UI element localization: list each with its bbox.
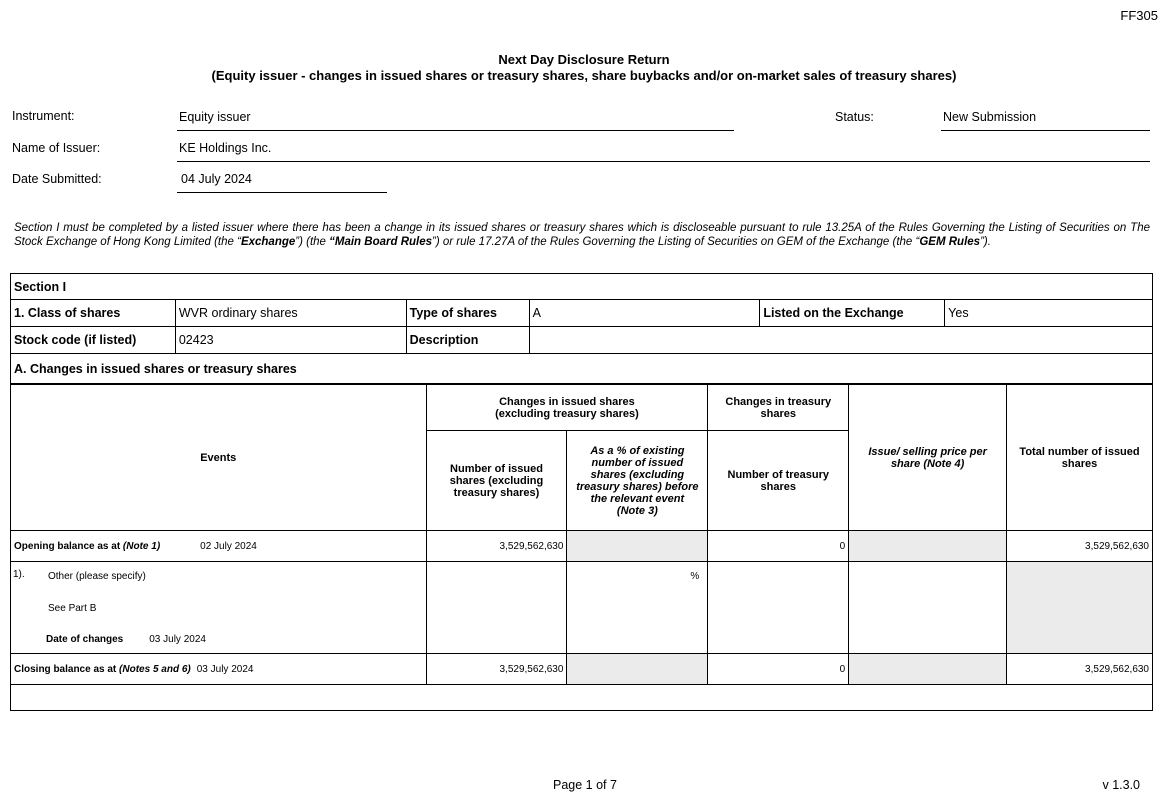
closing-treasury: 0 [708,654,849,685]
closing-balance-row [11,654,1153,685]
part-a-title: A. Changes in issued shares or treasury shares [11,354,1153,384]
instrument-value: Equity issuer [179,110,251,124]
event-date: 03 July 2024 [149,634,206,645]
type-of-shares-value: A [529,300,760,327]
status-label: Status: [835,110,874,124]
closing-price [849,654,1007,685]
gem-term: GEM Rules [919,235,981,248]
section-instructions: Section I must be completed by a listed issuer where there has been a change in its issued shares or treasury shares which is discloseable pursuant to rule 13.25A of the Rules Governing the Listing of Securities on The Stock Exchange of Hong Kong Limited (the “Exchange”) (the “Main Board Rules”) or rule 17.27A of the Rules Governing the Listing of Securities on GEM of the Exchange (the “GEM Rules”). [14,222,1150,248]
page-subtitle: (Equity issuer - changes in issued shares or treasury shares, share buybacks and/or on-market sales of treasury shares) [211,68,957,83]
opening-issued: 3,529,562,630 [426,531,567,562]
price-header: Issue/ selling price per share (Note 4) [849,385,1007,531]
exchange-term: Exchange [240,235,296,248]
opening-total: 3,529,562,630 [1007,531,1153,562]
event-price [849,562,1007,654]
closing-issued: 3,529,562,630 [426,654,567,685]
event-pct: % [567,562,708,654]
main-board-term: “Main Board Rules [329,235,433,248]
page-number: Page 1 of 7 [553,778,617,792]
event-date-line: Date of changes 03 July 2024 [46,634,206,645]
pct-existing-header: As a % of existing number of issued shares (excluding treasury shares) before the relevant event (Note 3) [567,431,708,531]
event-details [11,562,427,654]
description-label: Description [406,327,529,354]
status-value: New Submission [943,110,1037,124]
num-issued-header: Number of issued shares (excluding treasury shares) [426,431,567,531]
changes-issued-header: Changes in issued shares (excluding treasury shares) [426,385,708,431]
form-code: FF305 [1120,8,1158,23]
section-1-title: Section I [11,274,1153,300]
status-underline [941,130,1150,131]
stock-code-label: Stock code (if listed) [11,327,176,354]
stock-code-value: 02423 [175,327,406,354]
opening-date: 02 July 2024 [200,540,257,552]
changes-treasury-header: Changes in treasury shares [708,385,849,431]
class-of-shares-label: 1. Class of shares [11,300,176,327]
closing-balance-label: Closing balance as at (Notes 5 and 6) 03 July 2024 [11,654,427,685]
page-title: Next Day Disclosure Return [498,52,670,67]
date-underline [177,192,387,193]
opening-pct [567,531,708,562]
description-value [529,327,1152,354]
date-submitted-value: 04 July 2024 [181,172,252,186]
total-issued-header: Total number of issued shares [1007,385,1153,531]
event-total [1007,562,1153,654]
closing-total: 3,529,562,630 [1007,654,1153,685]
section-1-table [10,273,1153,384]
issuer-underline [177,161,1150,162]
event-type: Other (please specify) [48,571,146,582]
issuer-label: Name of Issuer: [12,141,101,155]
type-of-shares-label: Type of shares [406,300,529,327]
listed-value: Yes [945,300,1153,327]
instrument-underline [177,130,734,131]
table-spacer-row [11,685,1153,711]
opening-price [849,531,1007,562]
issuer-value: KE Holdings Inc. [179,141,272,155]
event-issued [426,562,567,654]
date-submitted-label: Date Submitted: [12,172,102,186]
event-row [11,562,1153,654]
closing-pct [567,654,708,685]
listed-label: Listed on the Exchange [760,300,945,327]
event-number: 1). [13,569,25,580]
opening-balance-row [11,531,1153,562]
event-detail: See Part B [48,603,97,614]
version-number: v 1.3.0 [1102,778,1140,792]
instrument-label: Instrument: [12,109,75,123]
opening-balance-label: Opening balance as at (Note 1) 02 July 2024 [11,531,427,562]
changes-table [10,384,1153,711]
num-treasury-header: Number of treasury shares [708,431,849,531]
events-header: Events [11,385,427,531]
class-of-shares-value: WVR ordinary shares [175,300,406,327]
opening-treasury: 0 [708,531,849,562]
event-treasury [708,562,849,654]
closing-date: 03 July 2024 [196,663,254,675]
